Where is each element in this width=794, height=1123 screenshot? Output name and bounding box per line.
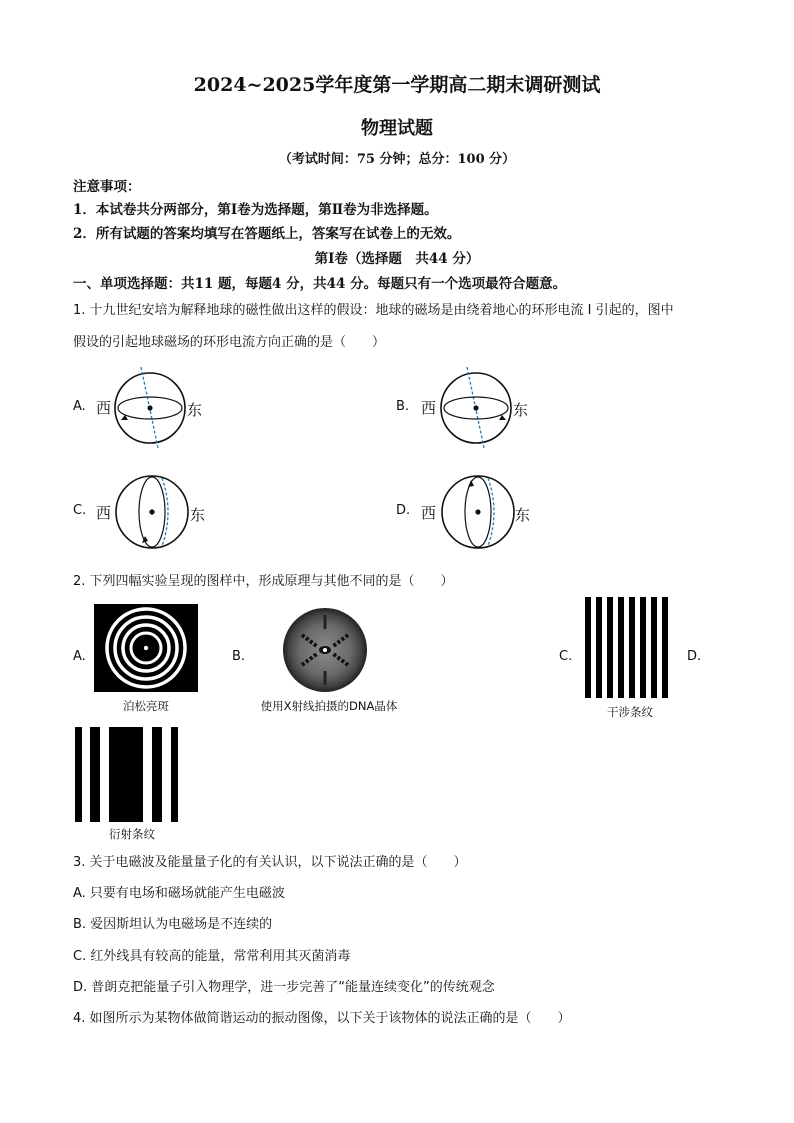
q2-option-d-caption: 衍射条纹 bbox=[109, 827, 155, 841]
q1-option-b-label: B. bbox=[396, 399, 410, 414]
q3-stem: 3. 关于电磁波及能量量子化的有关认识，以下说法正确的是（ ） bbox=[73, 855, 467, 870]
q3-option-a: A. 只要有电场和磁场就能产生电磁波 bbox=[73, 886, 285, 901]
q2-option-a-label: A. bbox=[73, 649, 86, 664]
poisson-spot-image bbox=[94, 604, 198, 692]
q1-stem-line2: 假设的引起地球磁场的环形电流方向正确的是（ ） bbox=[73, 335, 386, 350]
notes-heading: 注意事项： bbox=[73, 179, 141, 195]
q1-option-a-globe bbox=[110, 365, 190, 449]
q1-option-c-east: 东 bbox=[190, 506, 206, 524]
q1-option-d-label: D. bbox=[396, 503, 411, 518]
q1-option-d-east: 东 bbox=[515, 506, 531, 524]
q1-option-b-west: 西 bbox=[421, 399, 437, 417]
q1-option-a-label: A. bbox=[73, 399, 86, 414]
q2-stem: 2. 下列四幅实验呈现的图样中，形成原理与其他不同的是（ ） bbox=[73, 574, 454, 589]
q1-option-b-globe bbox=[436, 365, 516, 449]
q1-option-d-globe bbox=[438, 470, 518, 554]
q3-option-d: D. 普朗克把能量子引入物理学，进一步完善了“能量连续变化”的传统观念 bbox=[73, 980, 495, 995]
q1-stem-line1: 1. 十九世纪安培为解释地球的磁性做出这样的假设：地球的磁场是由绕着地心的环形电流 I 引起的，图中 bbox=[73, 303, 674, 318]
note-item-2: 2．所有试题的答案均填写在答题纸上，答案写在试卷上的无效。 bbox=[73, 226, 461, 242]
q1-option-a-east: 东 bbox=[187, 401, 203, 419]
q1-option-a-west: 西 bbox=[96, 399, 112, 417]
q3-option-b: B. 爱因斯坦认为电磁场是不连续的 bbox=[73, 917, 273, 932]
q1-option-d-west: 西 bbox=[421, 504, 437, 522]
q4-stem: 4. 如图所示为某物体做简谐运动的振动图像，以下关于该物体的说法正确的是（ ） bbox=[73, 1011, 571, 1026]
exam-title: 2024~2025学年度第一学期高二期末调研测试 bbox=[193, 74, 601, 96]
q1-option-c-globe bbox=[112, 470, 192, 554]
q2-option-b-caption: 使用X射线拍摄的DNA晶体 bbox=[260, 699, 398, 713]
q2-option-d-label: D. bbox=[687, 649, 702, 664]
interference-fringes-image bbox=[585, 597, 669, 698]
q1-option-c-label: C. bbox=[73, 503, 87, 518]
exam-info: （考试时间：75 分钟；总分：100 分） bbox=[278, 152, 516, 167]
q1-option-b-east: 东 bbox=[513, 401, 529, 419]
q1-option-c-west: 西 bbox=[96, 504, 112, 522]
dna-xray-image bbox=[282, 607, 368, 693]
section-heading: 一、单项选择题：共11 题，每题4 分，共44 分。每题只有一个选项最符合题意。 bbox=[73, 276, 567, 292]
q3-option-c: C. 红外线具有较高的能量，常常利用其灭菌消毒 bbox=[73, 949, 351, 964]
diffraction-fringes-image bbox=[75, 727, 179, 822]
q2-option-c-caption: 干涉条纹 bbox=[607, 705, 653, 719]
q2-option-c-label: C. bbox=[559, 649, 573, 664]
note-item-1: 1．本试卷共分两部分，第Ⅰ卷为选择题，第Ⅱ卷为非选择题。 bbox=[73, 202, 438, 218]
subject-title: 物理试题 bbox=[361, 118, 433, 139]
part1-heading: 第Ⅰ卷（选择题 共44 分） bbox=[314, 251, 480, 267]
q2-option-a-caption: 泊松亮斑 bbox=[123, 699, 169, 713]
q2-option-b-label: B. bbox=[232, 649, 246, 664]
